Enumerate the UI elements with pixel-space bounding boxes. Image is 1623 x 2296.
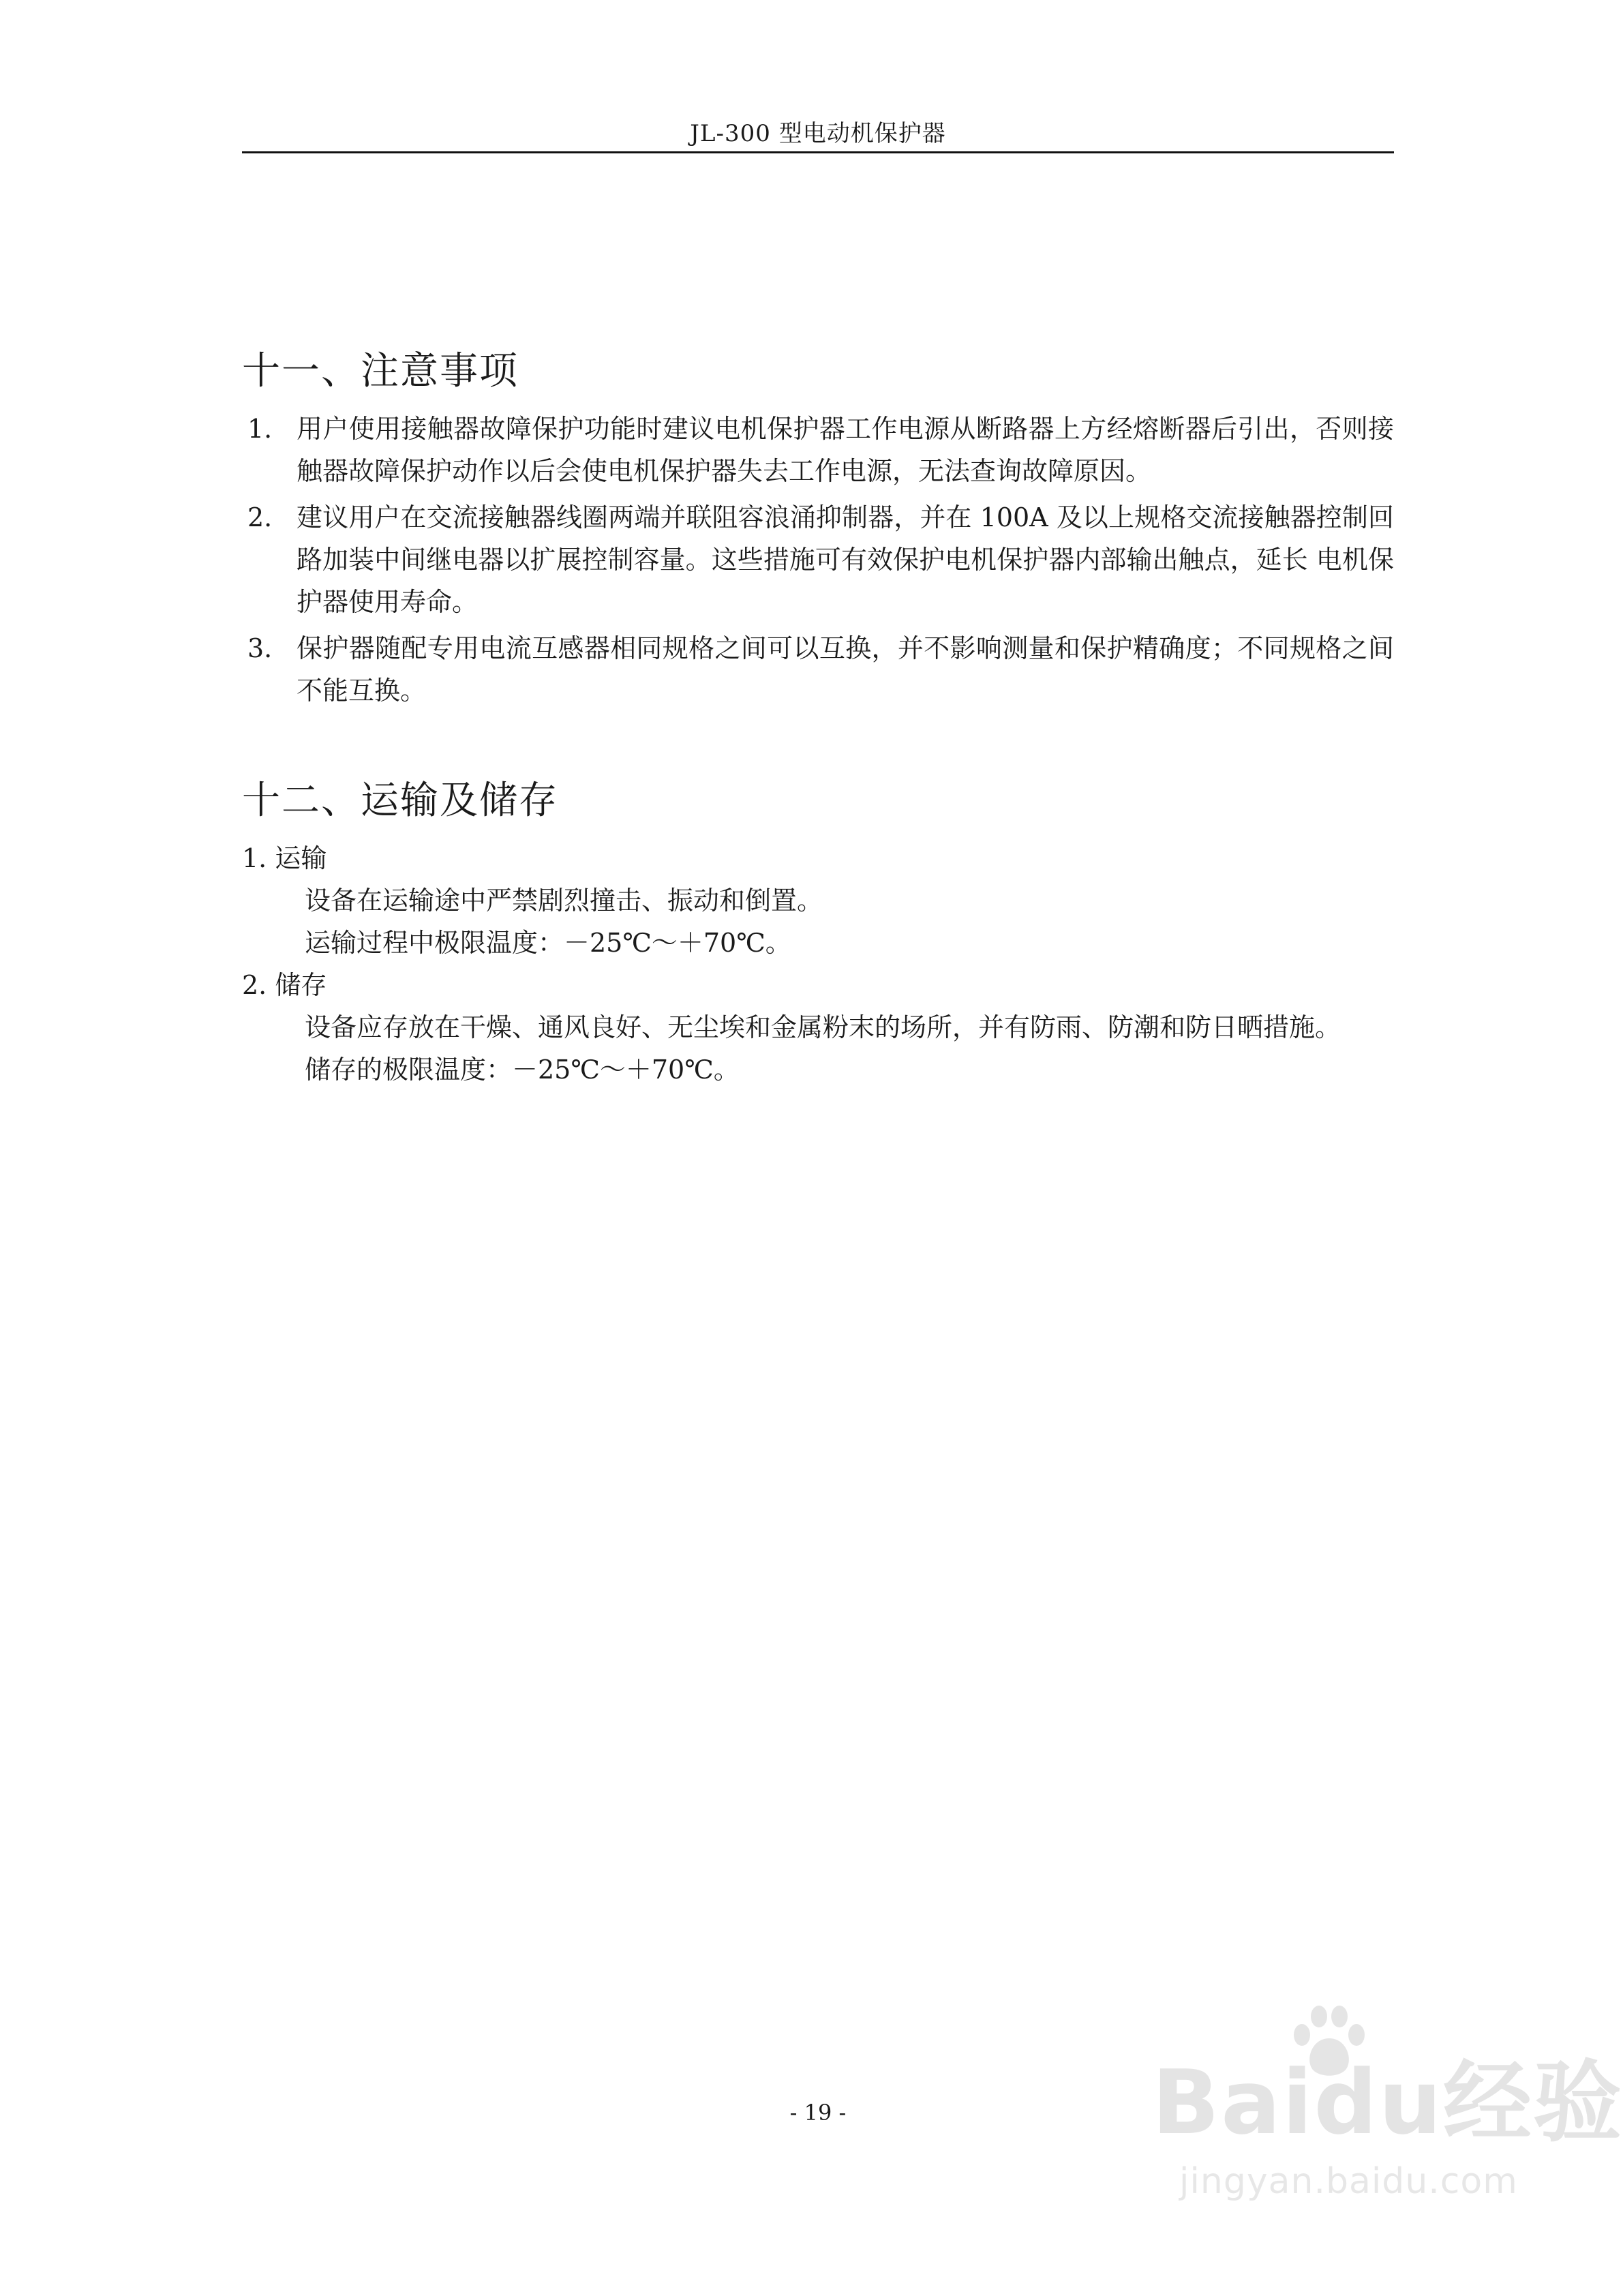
section-12-title: 十二、运输及储存 — [242, 779, 558, 823]
storage-line-2: 储存的极限温度：－25℃～＋70℃。 — [305, 1055, 740, 1085]
section-11-title: 十一、注意事项 — [242, 349, 519, 393]
page-number: - 19 - — [789, 2100, 847, 2126]
transport-heading: 1. 运输 — [242, 843, 327, 873]
list-text: 保护器随配专用电流互感器相同规格之间可以互换，并不影响测量和保护精确度；不同规格之间不能互换。 — [297, 633, 1394, 706]
list-item — [242, 627, 1394, 712]
list-item — [242, 408, 1394, 492]
list-number: 3. — [247, 633, 273, 663]
notes-list — [242, 408, 1394, 716]
transport-line-1: 设备在运输途中严禁剧烈撞击、振动和倒置。 — [305, 886, 823, 916]
list-number: 2. — [247, 502, 273, 532]
list-number: 1. — [247, 414, 273, 444]
list-text: 用户使用接触器故障保护功能时建议电机保护器工作电源从断路器上方经熔断器后引出，否则接触器故障保护动作以后会使电机保护器失去工作电源，无法查询故障原因。 — [297, 414, 1394, 486]
list-item — [242, 496, 1394, 623]
watermark-url: jingyan.baidu.com — [1179, 2161, 1518, 2202]
baidu-watermark — [1152, 2004, 1623, 2229]
header-divider — [242, 151, 1394, 153]
list-text: 建议用户在交流接触器线圈两端并联阻容浪涌抑制器，并在 100A 及以上规格交流接触器控制回路加装中间继电器以扩展控制容量。这些措施可有效保护电机保护器内部输出触点，延长 电机保护器使用寿命。 — [297, 502, 1394, 617]
storage-heading: 2. 储存 — [242, 970, 327, 1000]
transport-storage-section — [242, 837, 1394, 1091]
transport-line-2: 运输过程中极限温度：－25℃～＋70℃。 — [305, 928, 791, 958]
storage-line-1: 设备应存放在干燥、通风良好、无尘埃和金属粉末的场所，并有防雨、防潮和防日晒措施。 — [305, 1012, 1341, 1042]
header-title: JL-300 型电动机保护器 — [690, 120, 946, 147]
watermark-logo: Baidu经验 — [1152, 2051, 1623, 2154]
